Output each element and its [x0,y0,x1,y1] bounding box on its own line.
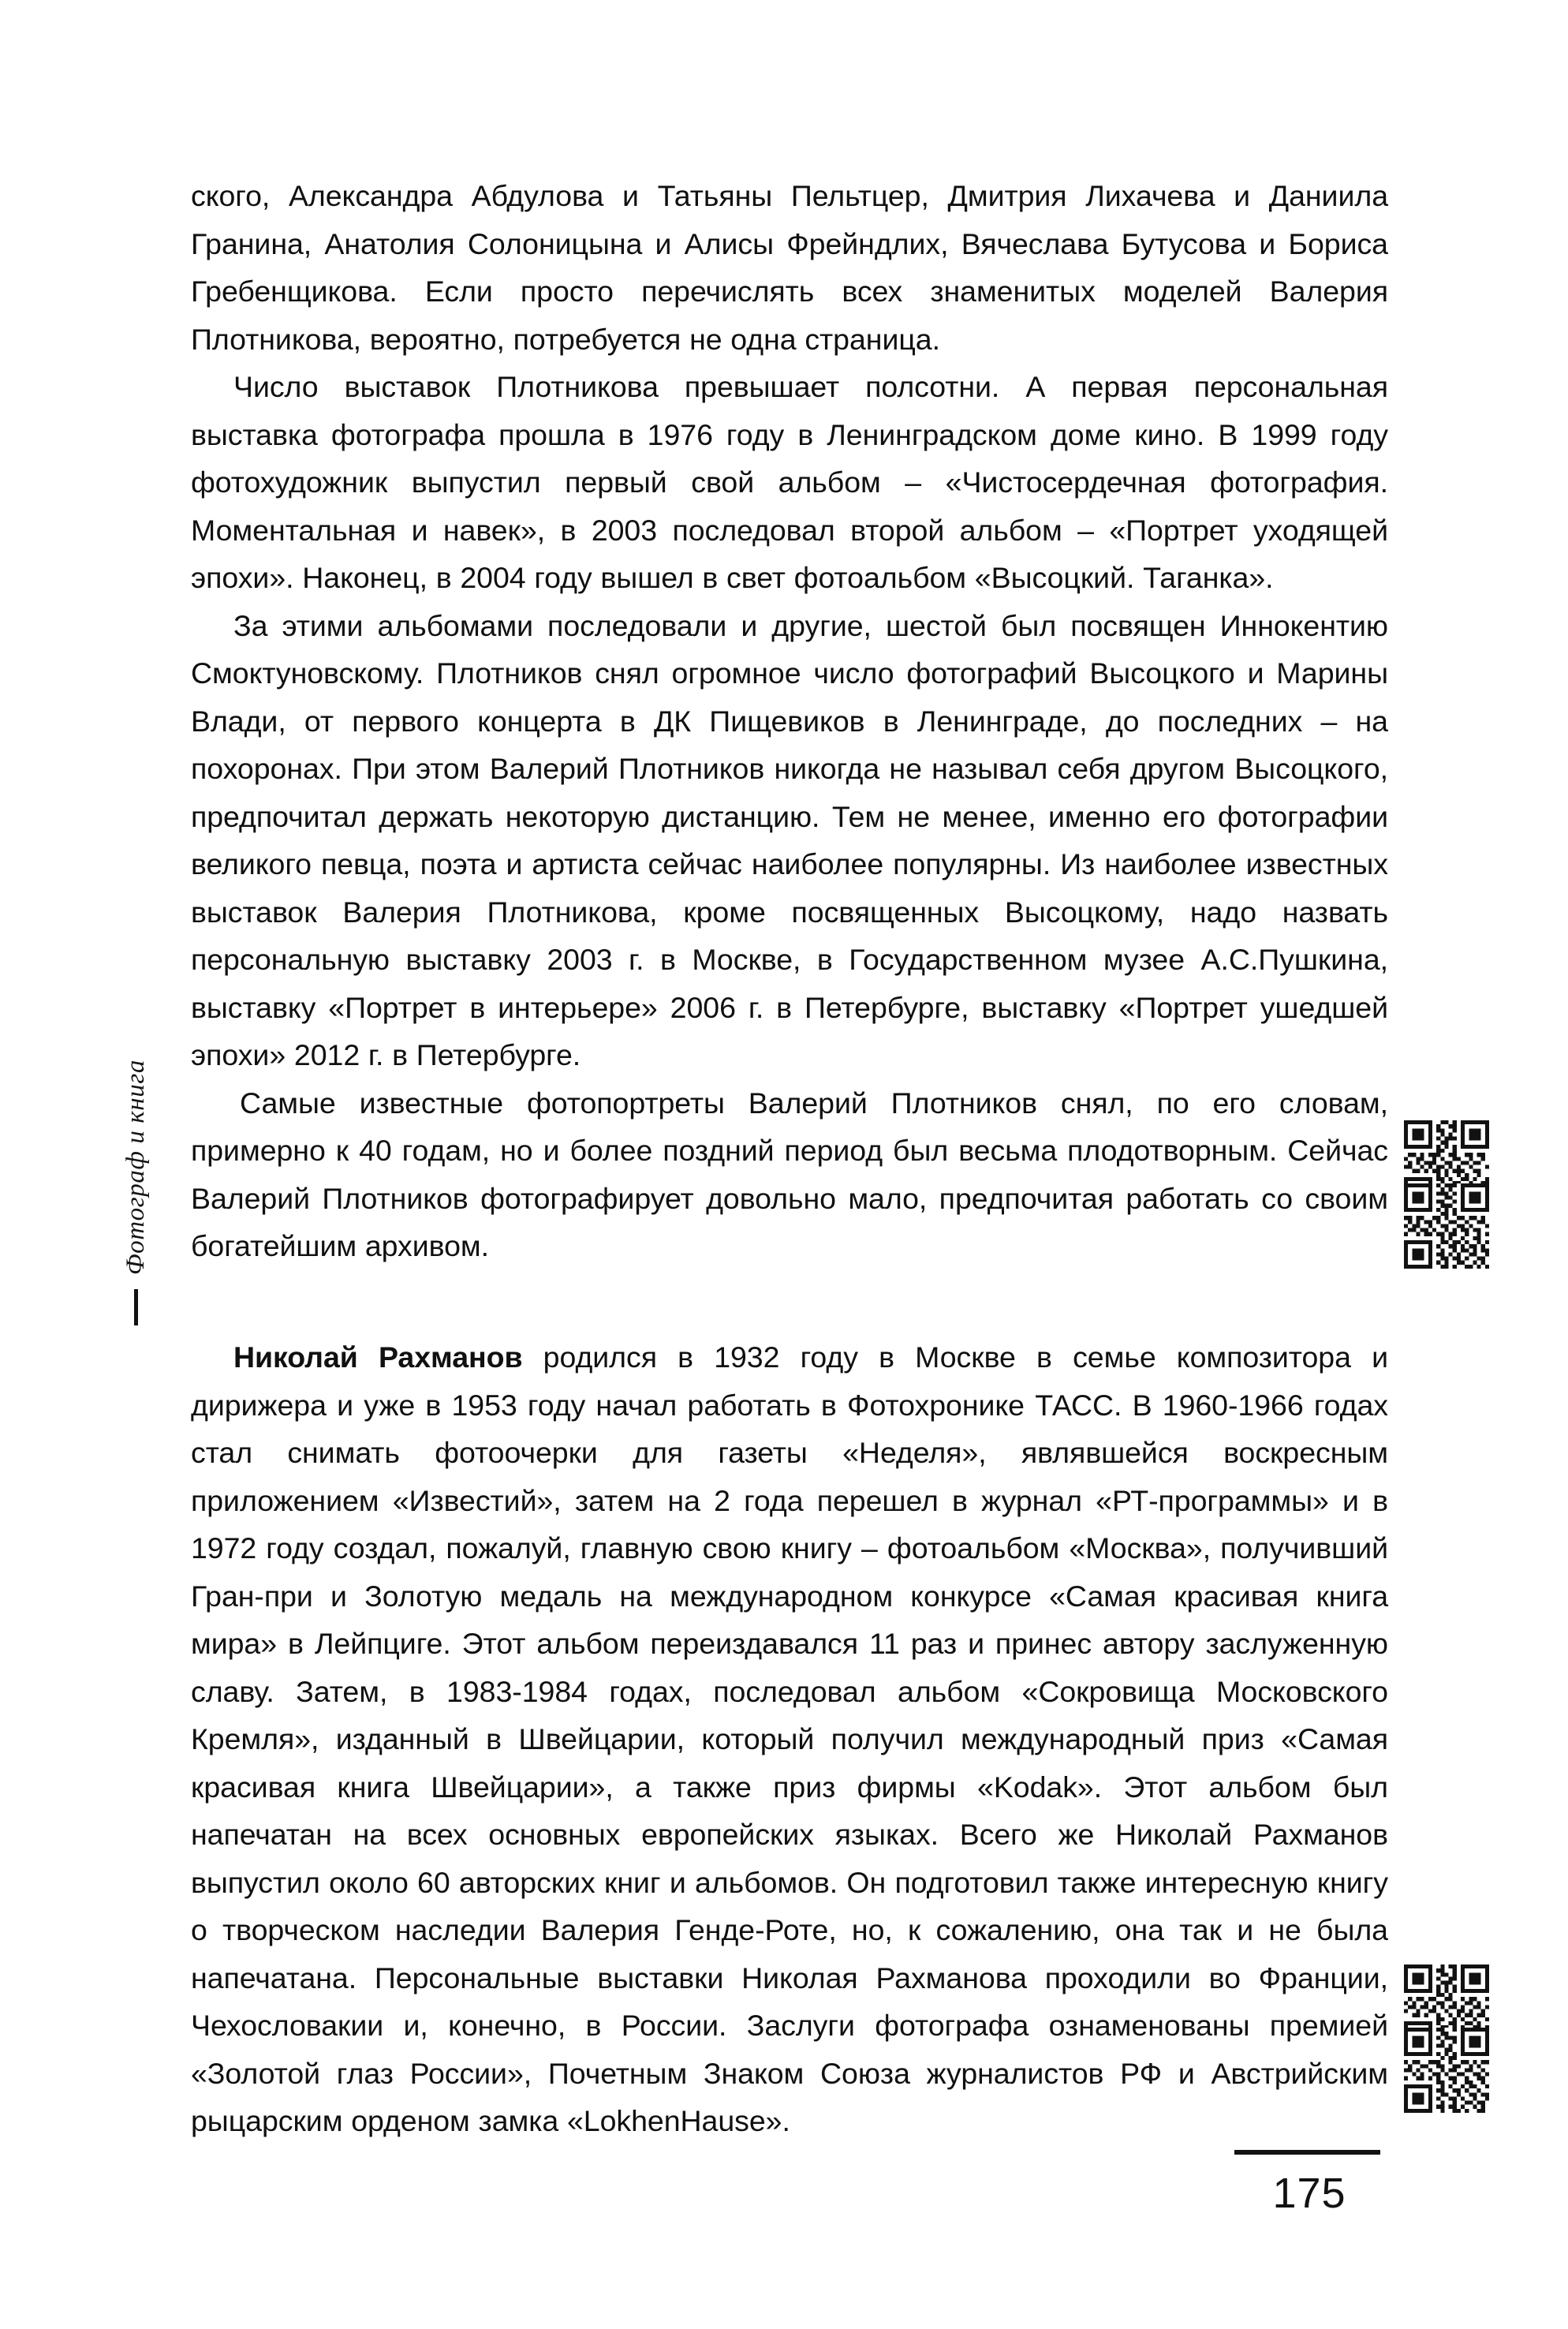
paragraph-3: За этими альбомами последовали и другие, шестой был посвящен Иннокентию Смоктуновскому. Плотников снял огромное число фотографий Высоцкого и Марины Влади, от первого концерта в ДК Пищевиков в Ленинграде, до последних – на похоронах. При этом Валерий Плотников никогда не называл себя другом Высоцкого, предпочитал держать некоторую дистанцию. Тем не менее, именно его фотографии великого певца, поэта и артиста сейчас наиболее популярны. Из наиболее известных выставок Валерия Плотникова, кроме посвященных Высоцкому, надо назвать персональную выставку 2003 г. в Москве, в Государственном музее А.С.Пушкина, выставку «Портрет в интерьере» 2006 г. в Петербурге, выставку «Портрет ушедшей эпохи» 2012 г. в Петербурге. [191,608,1388,1071]
paragraph-rahmanov [191,1333,1388,2145]
lead-name: Николай Рахманов [233,1340,523,1374]
side-running-title [120,836,151,1325]
text-column-lower [191,1333,1388,2145]
page-number: 175 [1272,2170,1346,2217]
side-title-rule [134,1289,138,1325]
paragraph-4: Самые известные фотопортреты Валерий Плотников снял, по его словам, примерно к 40 годам, но и более поздний период был весьма плодотворным. Сейчас Валерий Плотников фотографирует довольно мало, предпочитая работать со своим богатейшим архивом. [191,1086,1388,1262]
qr-code-marker-2 [1404,1183,1489,1269]
paragraph-2: Число выставок Плотникова превышает полсотни. А первая персональная выставка фотографа прошла в 1976 году в Ленинградском доме кино. В 1999 году фотохудожник выпустил первый свой альбом – «Чистосердечная фотография. Моментальная и навек», в 2003 последовал второй альбом – «Портрет уходящей эпохи». Наконец, в 2004 году вышел в свет фотоальбом «Высоцкий. Таганка». [191,370,1388,594]
footer-rule [1234,2150,1380,2155]
side-title-text: Фотограф и книга [121,1060,150,1275]
text-column-upper [191,172,1388,1270]
qr-code-marker-4 [1404,2028,1489,2113]
paragraph-1: ского, Александра Абдулова и Татьяны Пельтцер, Дмитрия Лихачева и Даниила Гранина, Анатолия Солоницына и Алисы Фрейндлих, Вячеслава Бутусова и Бориса Гребенщикова. Если просто перечислять всех знаменитых моделей Валерия Плотникова, вероятно, потребуется не одна страница. [191,179,1388,356]
lead-rest: родился в 1932 году в Москве в семье композитора и дирижера и уже в 1953 году начал работать в Фотохронике ТАСС. В 1960-1966 годах стал снимать фотоочерки для газеты «Неделя», являвшейся воскресным приложением «Известий», затем на 2 года перешел в журнал «РТ-программы» и в 1972 году создал, пожалуй, главную свою книгу – фотоальбом «Москва», получивший Гран-при и Золотую медаль на международном конкурсе «Самая красивая книга мира» в Лейпциге. Этот альбом переиздавался 11 раз и принес автору заслуженную славу. Затем, в 1983-1984 годах, последовал альбом «Сокровища Московского Кремля», изданный в Швейцарии, который получил международный приз «Самая красивая книга Швейцарии», а также приз фирмы «Kodak». Этот альбом был напечатан на всех основных европейских языках. Всего же Николай Рахманов выпустил около 60 авторских книг и альбомов. Он подготовил также интересную книгу о творческом наследии Валерия Генде-Роте, но, к сожалению, она так и не была напечатана. Персональные выставки Николая Рахманова проходили во Франции, Чехословакии и, конечно, в России. Заслуги фотографа ознаменованы премией «Золотой глаз России», Почетным Знаком Союза журналистов РФ и Австрийским рыцарским орденом замка «LokhenHause». [191,1340,1388,2137]
